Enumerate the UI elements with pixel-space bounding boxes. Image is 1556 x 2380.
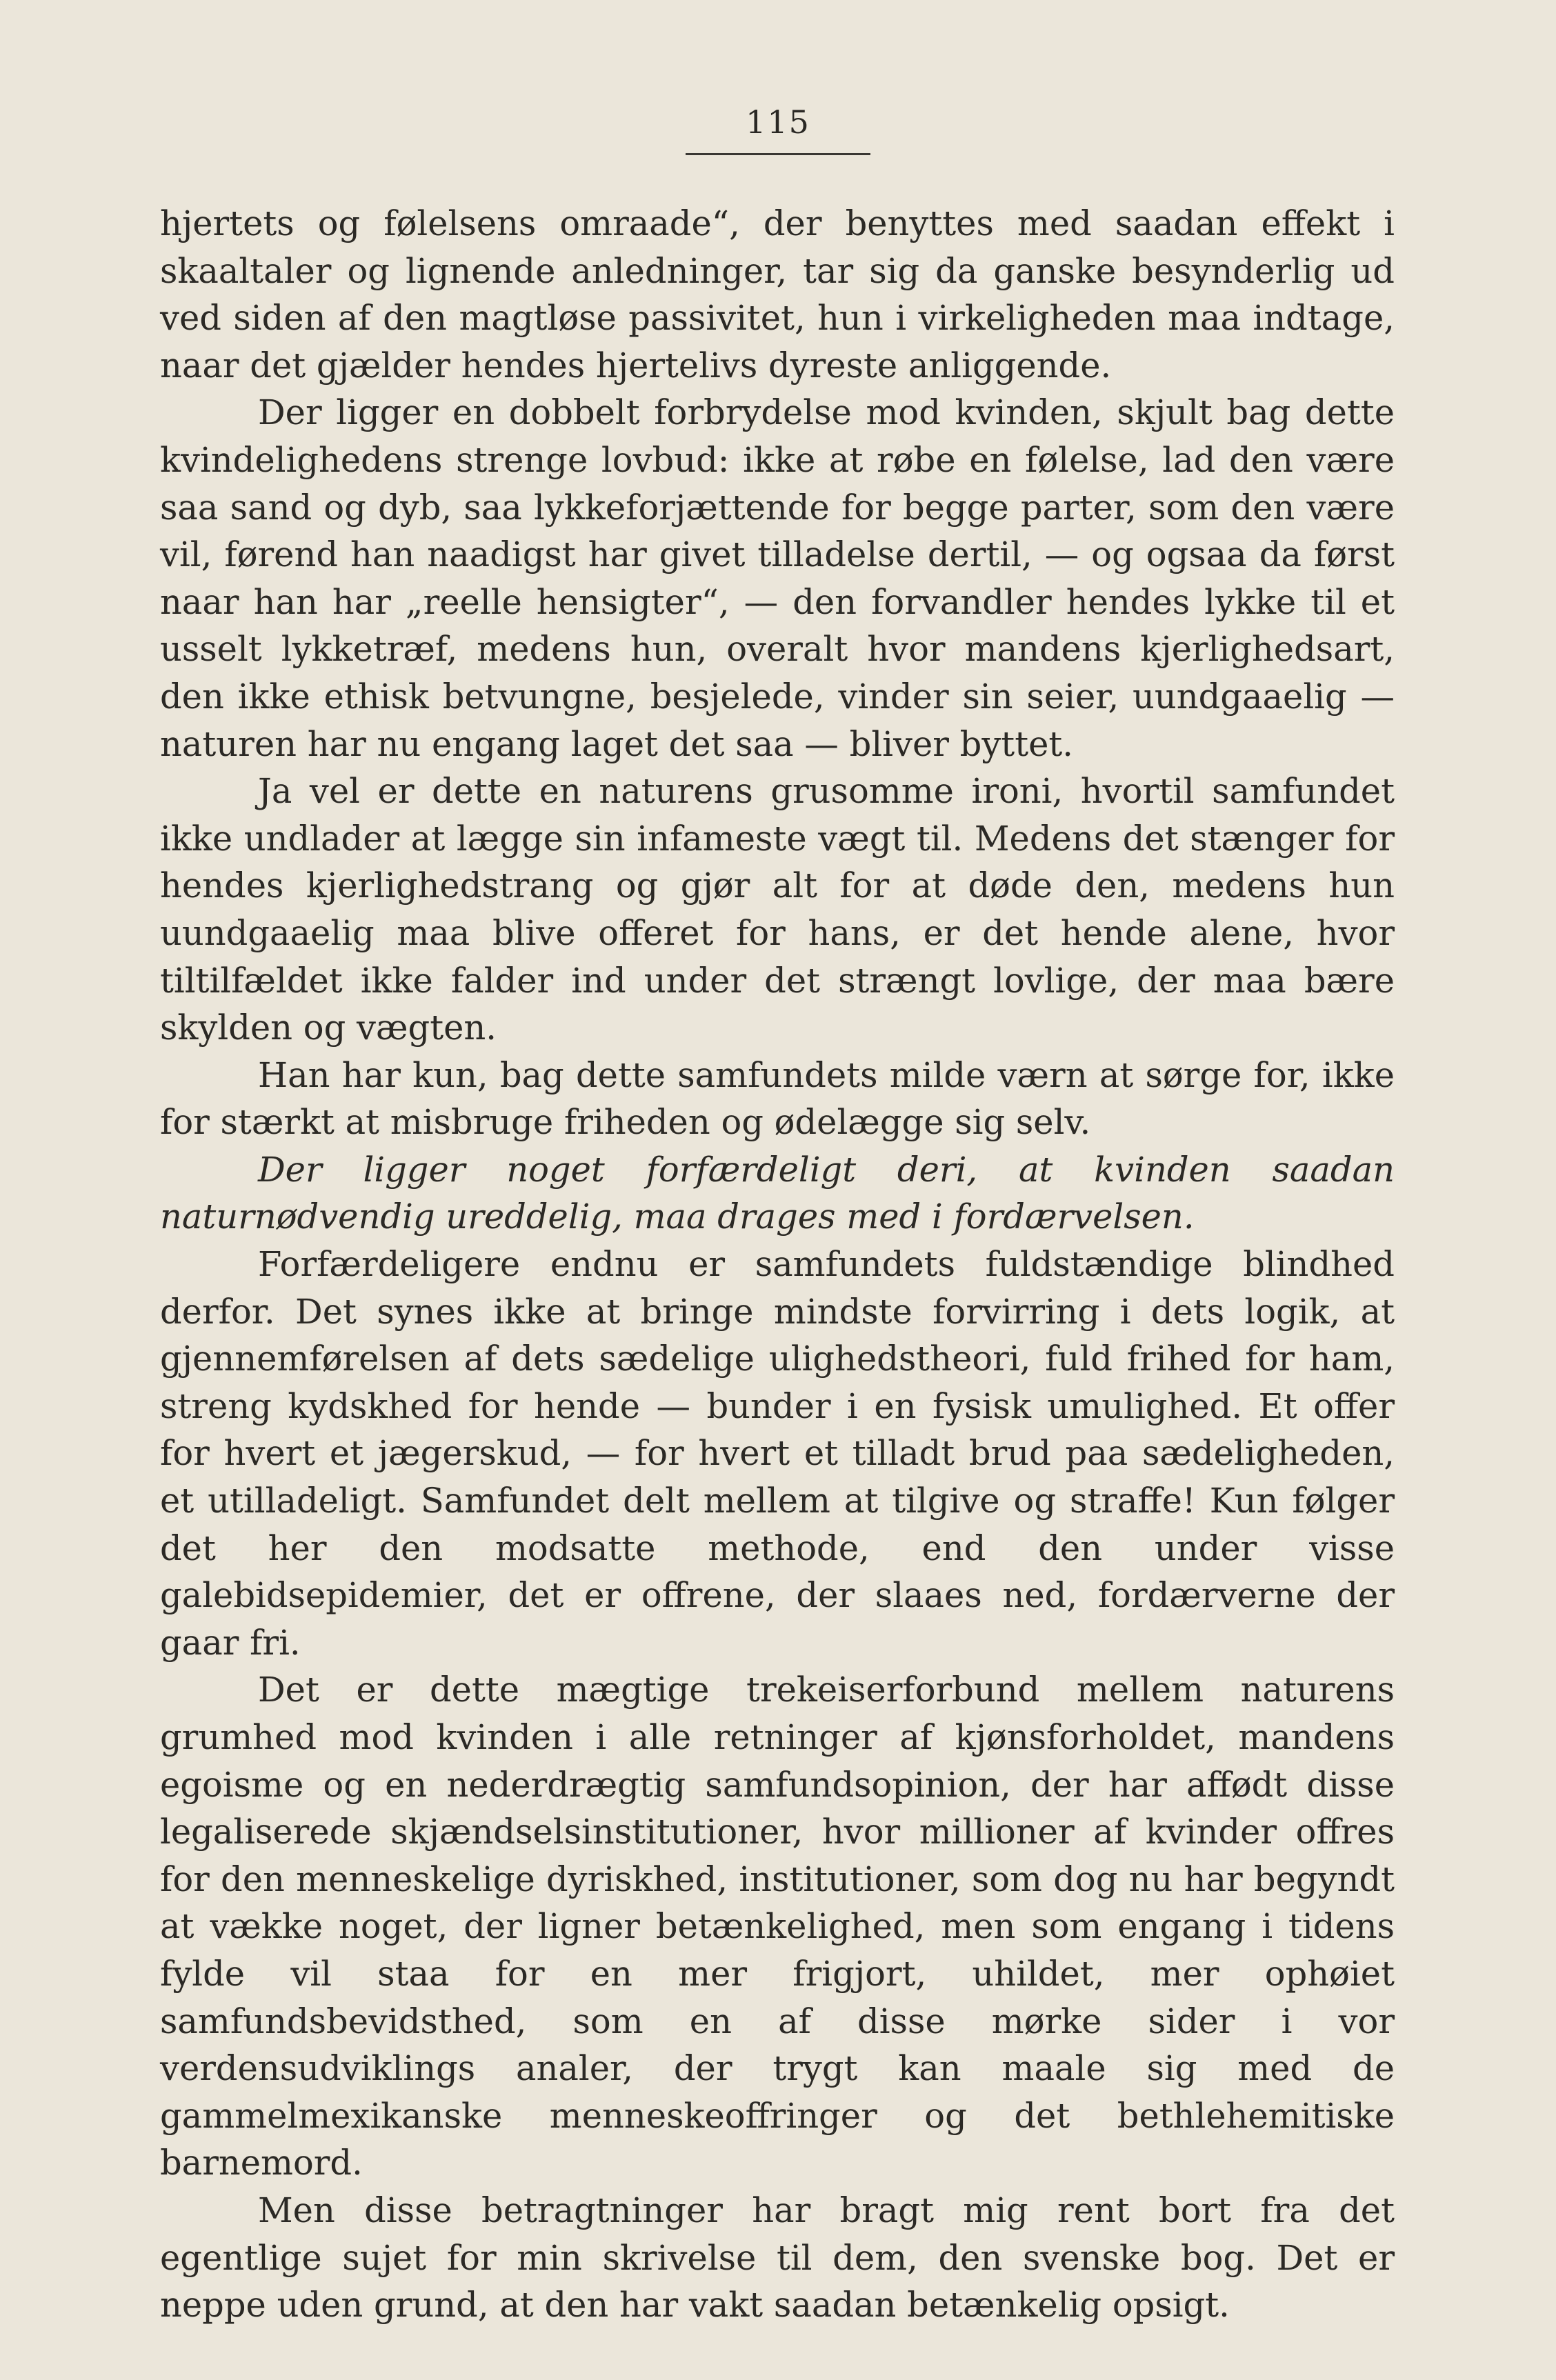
paragraph: Der ligger en dobbelt forbrydelse mod kvinden, skjult bag dette kvindelighedens strenge lovbud: ikke at røbe en følelse, lad den være saa sand og dyb, saa lykkeforjættende for begge parter, som den være vil, førend han naadigst har givet tilladelse dertil, — og ogsaa da først naar han har „reelle hensigter“, — den forvandler hendes lykke til et usselt lykketræf, medens hun, overalt hvor mandens kjerlighedsart, den ikke ethisk betvungne, besjelede, vinder sin seier, uundgaaelig — naturen har nu engang laget det saa — bliver byttet. — [160, 392, 1395, 764]
paragraph: Han har kun, bag dette samfundets milde værn at sørge for, ikke for stærkt at misbruge friheden og ødelægge sig selv. — [160, 1054, 1395, 1143]
page-number: 115 — [746, 103, 810, 141]
paragraph: Men disse betragtninger har bragt mig rent bort fra det egentlige sujet for min skrivelse til dem, den svenske bog. Det er neppe uden grund, at den har vakt saadan betænkelig opsigt. — [160, 2190, 1395, 2326]
paragraph: Ja vel er dette en naturens grusomme ironi, hvortil samfundet ikke undlader at lægge sin infameste vægt til. Medens det stænger for hendes kjerlighedstrang og gjør alt for at døde den, medens hun uundgaaelig maa blive offeret for hans, er det hende alene, hvor tiltilfældet ikke falder ind under det strængt lovlige, der maa bære skylden og vægten. — [160, 771, 1395, 1048]
page-number-rule — [686, 153, 870, 155]
paragraph: Forfærdeligere endnu er samfundets fuldstændige blindhed derfor. Det synes ikke at bringe mindste forvirring i dets logik, at gjennemførelsen af dets sædelige ulighedstheori, fuld frihed for ham, streng kydskhed for hende — bunder i en fysisk umulighed. Et offer for hvert et jægerskud, — for hvert et tilladt brud paa sædeligheden, et utilladeligt. Samfundet delt mellem at tilgive og straffe! Kun følger det her den modsatte methode, end den under visse galebidsepidemier, det er offrene, der slaaes ned, fordærverne der gaar fri. — [160, 1244, 1395, 1663]
paragraph: Det er dette mægtige trekeiserforbund mellem naturens grumhed mod kvinden i alle retninger af kjønsforholdet, mandens egoisme og en nederdrægtig samfundsopinion, der har affødt disse legaliserede skjændselsinstitutioner, hvor millioner af kvinder offres for den menneskelige dyriskhed, institutioner, som dog nu har begyndt at vække noget, der ligner betænkelighed, men som engang i tidens fylde vil staa for en mer frigjort, uhildet, mer ophøiet samfundsbevidsthed, som en af disse mørke sider i vor verdensudviklings analer, der trygt kan maale sig med de gammelmexikanske menneskeoffringer og det bethlehemitiske barnemord. — [160, 1670, 1395, 2183]
body-text — [160, 200, 1395, 2329]
italic-paragraph: Der ligger noget forfærdeligt deri, at kvinden saadan naturnødvendig ureddelig, maa drages med i fordærvelsen. — [160, 1149, 1395, 1237]
paragraph: hjertets og følelsens omraade“, der benyttes med saadan effekt i skaaltaler og lignende anledninger, tar sig da ganske besynderlig ud ved siden af den magtløse passivitet, hun i virkeligheden maa indtage, naar det gjælder hendes hjertelivs dyreste anliggende. — [160, 203, 1395, 386]
